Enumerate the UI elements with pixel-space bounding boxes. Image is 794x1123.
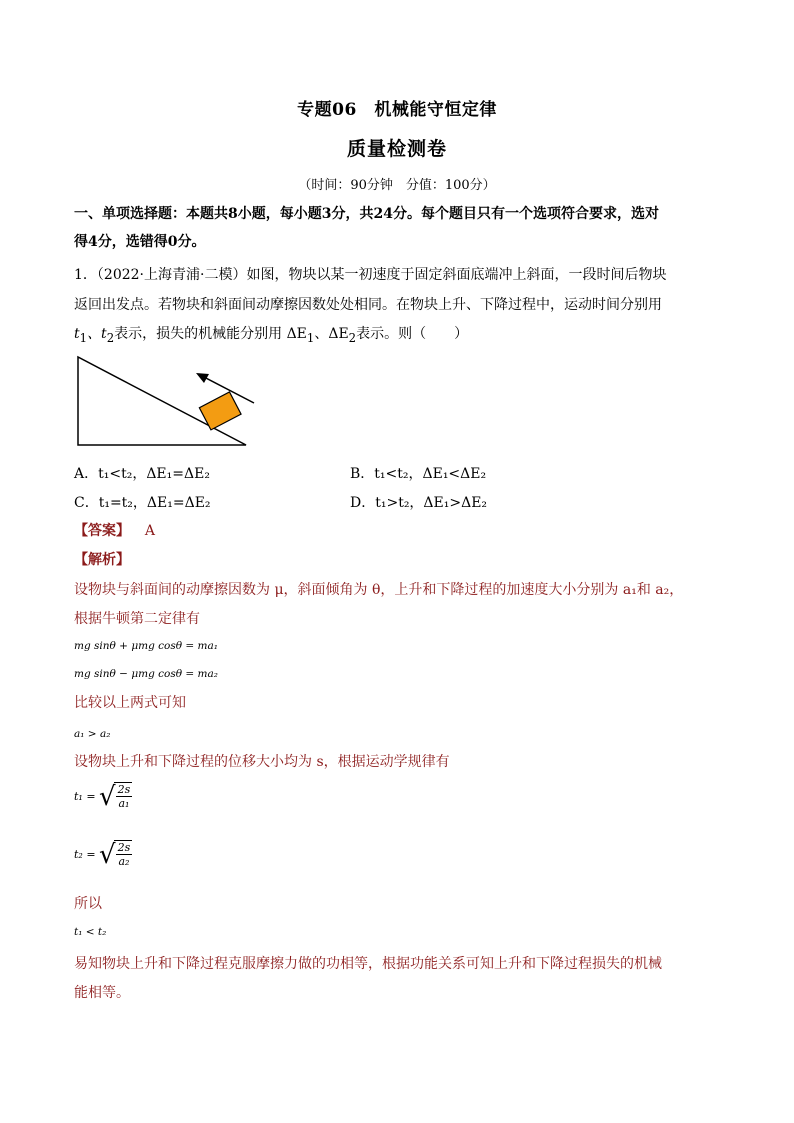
equation-3: a₁ > a₂	[74, 728, 111, 740]
analysis-line-6: 易知物块上升和下降过程克服摩擦力做的功相等，根据功能关系可知上升和下降过程损失的机械	[74, 956, 662, 972]
section-line-2: 得4分，选错得0分。	[74, 234, 206, 250]
analysis-para-1	[74, 576, 724, 634]
option-c[interactable]: C．t₁=t₂，ΔE₁=ΔE₂	[74, 495, 211, 511]
question-line-3: $t_1$、$t_2$表示，损失的机械能分别用 $\Delta E_1$、$\Delta E_2$表示。则（ ）	[74, 326, 469, 345]
analysis-line-7: 能相等。	[74, 985, 130, 1001]
answer-value: A	[144, 523, 155, 539]
option-d[interactable]: D．t₁>t₂，ΔE₁>ΔE₂	[350, 495, 488, 511]
question-text-1: 如图，物块以某一初速度于固定斜面底端冲上斜面，一段时间后物块	[246, 267, 667, 283]
analysis-line-5: 所以	[74, 896, 102, 912]
question-source: （2022·上海青浦·二模）	[96, 267, 247, 283]
answer-label: 【答案】	[74, 523, 130, 539]
section-line-1: 一、单项选择题：本题共8小题，每小题3分，共24分。每个题目只有一个选项符合要求，选对	[74, 206, 659, 222]
equation-6: t₁ < t₂	[74, 926, 107, 938]
option-b[interactable]: B．t₁<t₂，ΔE₁<ΔE₂	[350, 466, 487, 482]
analysis-para-final	[74, 950, 724, 1008]
question-line-2: 返回出发点。若物块和斜面间动摩擦因数处处相同。在物块上升、下降过程中，运动时间分别用	[74, 296, 662, 313]
option-a[interactable]: A．t₁<t₂，ΔE₁=ΔE₂	[74, 466, 210, 482]
equation-5: t₂ = √ $\frac{2s}{\text{a₂}}$	[74, 840, 131, 870]
question-line-1	[74, 261, 724, 291]
analysis-line-2: 根据牛顿第二定律有	[74, 611, 200, 627]
equation-2: mg sinθ − μmg cosθ = ma₂	[74, 668, 218, 680]
question-number: 1．	[74, 267, 97, 283]
exam-meta: （时间：90分钟 分值：100分）	[298, 178, 496, 193]
analysis-line-4: 设物块上升和下降过程的位移大小均为 s，根据运动学规律有	[74, 754, 450, 770]
section-heading	[74, 200, 724, 256]
equation-1: mg sinθ + μmg cosθ = ma₁	[74, 640, 218, 652]
answer-block	[74, 520, 155, 540]
equation-4: t₁ = √ $\frac{2s}{\text{a₁}}$	[74, 782, 131, 812]
analysis-line-1: 设物块与斜面间的动摩擦因数为 μ，斜面倾角为 θ，上升和下降过程的加速度大小分别为 a₁和 a₂，	[74, 582, 684, 598]
document-title: 专题06 机械能守恒定律	[297, 100, 497, 120]
question-1	[74, 261, 724, 353]
analysis-line-3: 比较以上两式可知	[74, 695, 186, 711]
analysis-label: 【解析】	[74, 552, 130, 568]
document-subtitle: 质量检测卷	[346, 138, 447, 160]
incline-figure	[76, 355, 256, 450]
